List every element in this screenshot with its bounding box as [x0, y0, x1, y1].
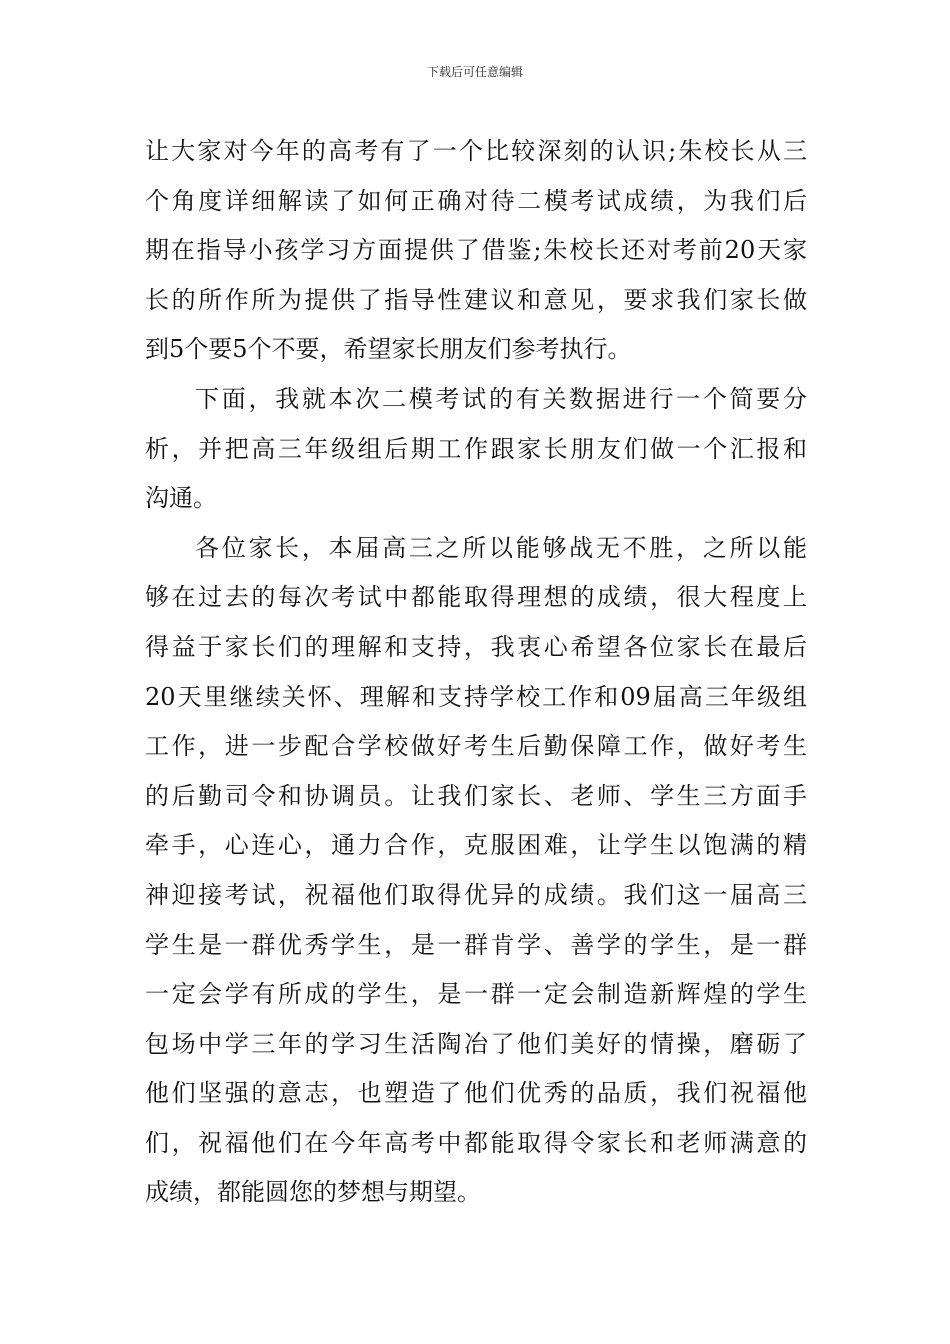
paragraph-3 — [145, 524, 807, 1218]
text-line: 们，祝福他们在今年高考中都能取得令家长和老师满意的 — [145, 1128, 807, 1157]
text-line: 的后勤司令和协调员。让我们家长、老师、学生三方面手 — [145, 781, 807, 810]
text-line: 长的所作所为提供了指导性建议和意见，要求我们家长做 — [145, 285, 807, 314]
text-line: 20天里继续关怀、理解和支持学校工作和09届高三年级组 — [145, 682, 807, 711]
paragraph-2 — [145, 375, 807, 524]
text-line: 到5个要5个不要，希望家长朋友们参考执行。 — [145, 335, 632, 364]
text-line: 学生是一群优秀学生，是一群肯学、善学的学生，是一群 — [145, 930, 807, 959]
text-line: 析，并把高三年级组后期工作跟家长朋友们做一个汇报和 — [145, 434, 807, 463]
text-line: 神迎接考试，祝福他们取得优异的成绩。我们这一届高三 — [145, 880, 807, 909]
text-line: 个角度详细解读了如何正确对待二模考试成绩，为我们后 — [145, 186, 807, 215]
text-line: 让大家对今年的高考有了一个比较深刻的认识;朱校长从三 — [145, 137, 807, 165]
document-body — [145, 127, 807, 1218]
text-line: 包场中学三年的学习生活陶冶了他们美好的情操，磨砺了 — [145, 1029, 807, 1058]
text-line: 成绩，都能圆您的梦想与期望。 — [145, 1178, 481, 1207]
page-header: 下载后可任意编辑 — [426, 65, 523, 79]
paragraph-1 — [145, 127, 807, 375]
text-line: 下面，我就本次二模考试的有关数据进行一个简要分 — [195, 384, 807, 413]
text-line: 各位家长，本届高三之所以能够战无不胜，之所以能 — [195, 533, 807, 562]
text-line: 一定会学有所成的学生，是一群一定会制造新辉煌的学生 — [145, 980, 807, 1009]
text-line: 沟通。 — [145, 484, 217, 513]
text-line: 够在过去的每次考试中都能取得理想的成绩，很大程度上 — [145, 583, 807, 612]
text-line: 他们坚强的意志，也塑造了他们优秀的品质，我们祝福他 — [145, 1079, 807, 1108]
text-line: 牵手，心连心，通力合作，克服困难，让学生以饱满的精 — [145, 831, 807, 860]
text-line: 工作，进一步配合学校做好考生后勤保障工作，做好考生 — [145, 732, 807, 761]
text-line: 得益于家长们的理解和支持，我衷心希望各位家长在最后 — [145, 632, 807, 661]
text-line: 期在指导小孩学习方面提供了借鉴;朱校长还对考前20天家 — [145, 236, 807, 265]
